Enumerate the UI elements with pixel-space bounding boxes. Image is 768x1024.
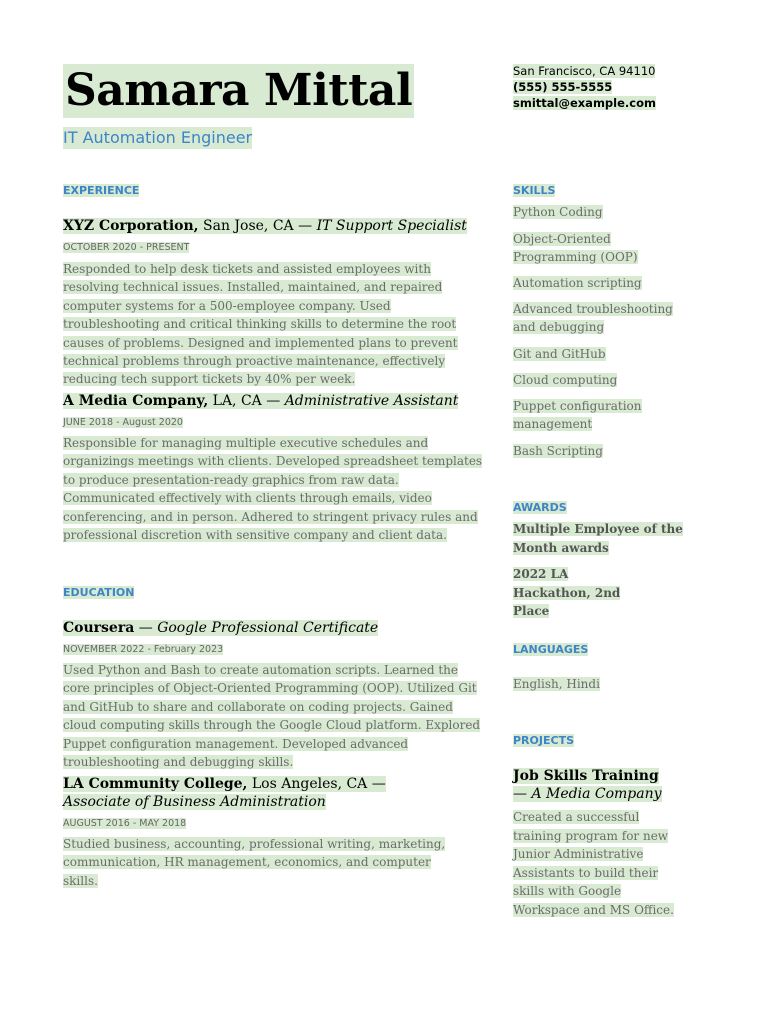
skill-item: Automation scripting: [513, 276, 642, 290]
education-entry-dates: AUGUST 2016 - MAY 2018: [63, 818, 187, 829]
resume-name: Samara Mittal: [65, 65, 413, 116]
skill-item: Cloud computing: [513, 373, 618, 387]
education-entry-description: Used Python and Bash to create automation scripts. Learned the core principles of Object-Oriented Programming (OOP). Utilized Git and GitHub to share and collaborate on coding projects. Gained cloud computing skills through the Google Cloud platform. Explored Puppet configuration management. Developed advanced troubleshooting and debugging skills.: [63, 663, 481, 770]
project-description: Created a successful training program for new Junior Administrative Assistants to build their skills with Google Workspace and MS Office.: [513, 810, 674, 917]
projects-heading: PROJECTS: [513, 734, 574, 747]
education-entry-title: Coursera — Google Professional Certificate: [63, 620, 379, 636]
award-item: 2022 LA Hackathon, 2nd Place: [513, 567, 621, 618]
skill-item: Advanced troubleshooting and debugging: [513, 302, 673, 334]
languages-list: English, Hindi: [513, 677, 600, 691]
education-entry-dates: NOVEMBER 2022 - February 2023: [63, 644, 224, 655]
skill-item: Object-Oriented Programming (OOP): [513, 232, 638, 264]
contact-email: smittal@example.com: [513, 96, 656, 110]
contact-address: San Francisco, CA 94110: [513, 64, 656, 78]
experience-heading: EXPERIENCE: [63, 184, 140, 197]
award-item: Multiple Employee of the Month awards: [513, 522, 683, 555]
education-heading: EDUCATION: [63, 586, 135, 599]
experience-entry-dates: JUNE 2018 - August 2020: [63, 417, 183, 428]
education-entry-title: LA Community College, Los Angeles, CA — Associate of Business Administration: [63, 776, 386, 810]
skill-item: Python Coding: [513, 205, 603, 219]
experience-entry-description: Responsible for managing multiple executive schedules and organizings meetings with clients. Developed spreadsheet templates to produce presentation-ready graphics from raw data. Communicated effectively with clients through emails, video conferencing, and in person. Adhered to stringent privacy rules and professional discretion with sensitive company and client data.: [63, 436, 483, 543]
experience-entry-description: Responded to help desk tickets and assisted employees with resolving technical issues. Installed, maintained, and repaired computer systems for a 500-employee company. Used troubleshooting and critical thinking skills to determine the root causes of problems. Designed and implemented plans to prevent technical problems through proactive maintenance, effectively reducing tech support tickets by 40% per week.: [63, 262, 458, 387]
skill-item: Git and GitHub: [513, 347, 606, 361]
project-title: Job Skills Training — A Media Company: [513, 768, 662, 802]
experience-entry-title: A Media Company, LA, CA — Administrative Assistant: [63, 393, 459, 409]
education-entry-description: Studied business, accounting, professional writing, marketing, communication, HR management, economics, and computer skills.: [63, 837, 446, 888]
awards-heading: AWARDS: [513, 501, 567, 514]
experience-entry-dates: OCTOBER 2020 - PRESENT: [63, 242, 190, 253]
languages-heading: LANGUAGES: [513, 643, 589, 656]
skills-heading: SKILLS: [513, 184, 556, 197]
contact-phone: (555) 555-5555: [513, 80, 613, 94]
skill-item: Puppet configuration management: [513, 399, 642, 431]
experience-entry-title: XYZ Corporation, San Jose, CA — IT Support Specialist: [63, 218, 467, 234]
job-title: IT Automation Engineer: [63, 128, 253, 147]
skill-item: Bash Scripting: [513, 444, 603, 458]
